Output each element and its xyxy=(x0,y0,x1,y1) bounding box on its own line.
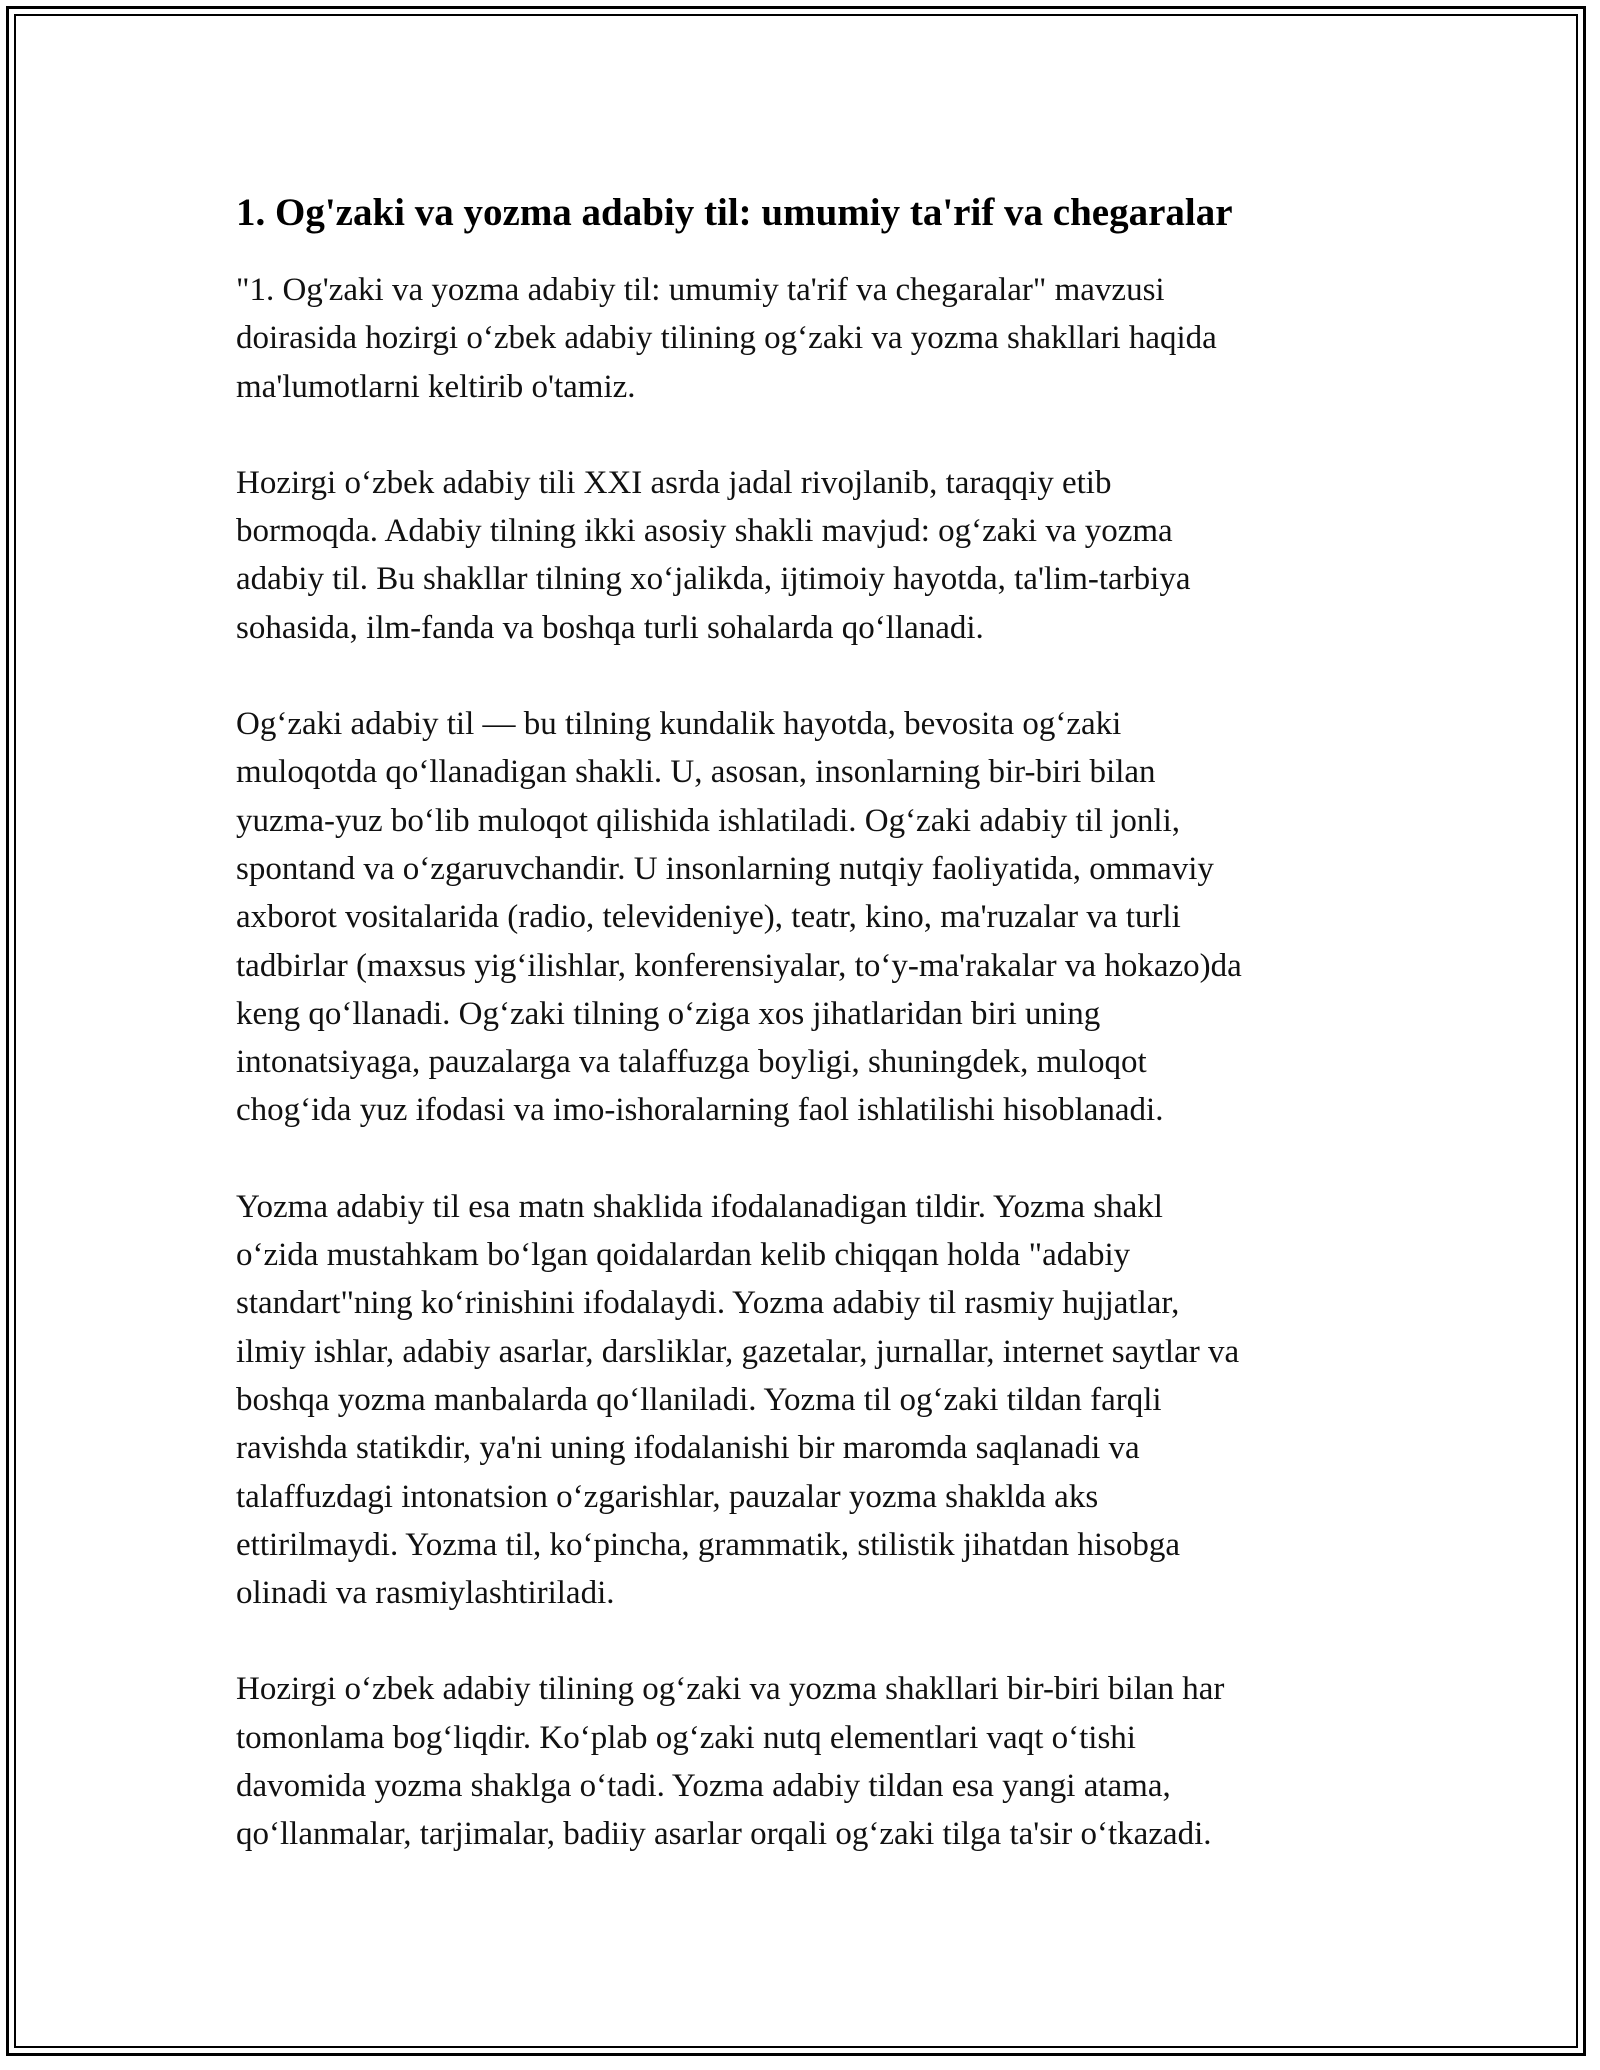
paragraph-intro: "1. Og'zaki va yozma adabiy til: umumiy ta'rif va chegaralar" mavzusi doirasida hozirgi o‘zbek adabiy tilining og‘zaki va yozma shakllari haqida ma'lumotlarni keltirib o'tamiz. xyxy=(236,272,1217,405)
document-title: 1. Og'zaki va yozma adabiy til: umumiy ta'rif va chegaralar xyxy=(236,191,1233,234)
document-body xyxy=(236,186,1366,1907)
paragraph-overview: Hozirgi o‘zbek adabiy tili XXI asrda jadal rivojlanib, taraqqiy etib bormoqda. Adabiy tilning ikki asosiy shakli mavjud: og‘zaki va yozma adabiy til. Bu shakllar tilning xo‘jalikda, ijtimoiy hayotda, ta'lim-tarbiya sohasida, ilm-fanda va boshqa turli sohalarda qo‘llanadi. xyxy=(236,464,1191,646)
paragraph-written-language: Yozma adabiy til esa matn shaklida ifodalanadigan tildir. Yozma shakl o‘zida mustahkam bo‘lgan qoidalardan kelib chiqqan holda "adabiy standart"ning ko‘rinishini ifodalaydi. Yozma adabiy til rasmiy hujjatlar, ilmiy ishlar, adabiy asarlar, darsliklar, gazetalar, jurnallar, internet saytlar va boshqa yozma manbalarda qo‘llaniladi. Yozma til og‘zaki tildan farqli ravishda statikdir, ya'ni uning ifodalanishi bir maromda saqlanadi va talaffuzdagi intonatsion o‘zgarishlar, pauzalar yozma shaklda aks ettirilmaydi. Yozma til, ko‘pincha, grammatik, stilistik jihatdan hisobga olinadi va rasmiylashtiriladi. xyxy=(236,1188,1240,1612)
paragraph-oral-language: Og‘zaki adabiy til — bu tilning kundalik hayotda, bevosita og‘zaki muloqotda qo‘llanadigan shakli. U, asosan, insonlarning bir-biri bilan yuzma-yuz bo‘lib muloqot qilishida ishlatiladi. Og‘zaki adabiy til jonli, spontand va o‘zgaruvchandir. U insonlarning nutqiy faoliyatida, ommaviy axborot vositalarida (radio, televideniye), teatr, kino, ma'ruzalar va turli tadbirlar (maxsus yig‘ilishlar, konferensiyalar, to‘y-ma'rakalar va hokazo)da keng qo‘llanadi. Og‘zaki tilning o‘ziga xos jihatlaridan biri uning intonatsiyaga, pauzalarga va talaffuzga boyligi, shuningdek, muloqot chog‘ida yuz ifodasi va imo-ishoralarning faol ishlatilishi hisoblanadi. xyxy=(236,706,1242,1129)
paragraph-relationship: Hozirgi o‘zbek adabiy tilining og‘zaki va yozma shakllari bir-biri bilan har tomonlama bog‘liqdir. Ko‘plab og‘zaki nutq elementlari vaqt o‘tishi davomida yozma shaklga o‘tadi. Yozma adabiy tildan esa yangi atama, qo‘llanmalar, tarjimalar, badiiy asarlar orqali og‘zaki tilga ta'sir o‘tkazadi. xyxy=(236,1671,1225,1853)
